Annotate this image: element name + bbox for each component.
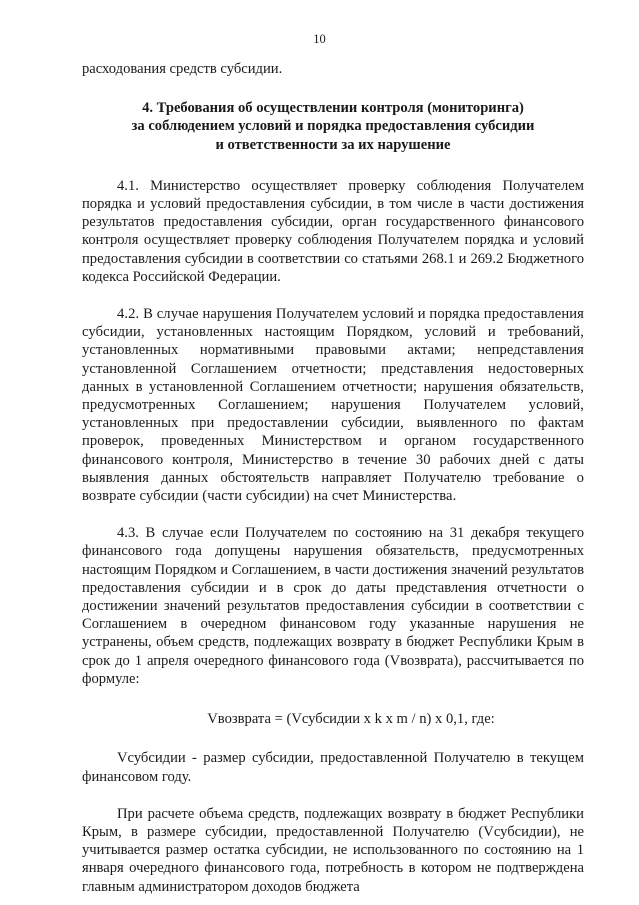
formula: Vвозврата = (Vсубсидии x k x m / n) x 0,1, где: [207, 711, 495, 728]
paragraph-4-2: 4.2. В случае нарушения Получателем условий и порядка предоставления субсидии, установленных настоящим Порядком, условий и требований, установленных нормативными правовыми актами; непредставления установленной Соглашением отчетности; представления недостоверных данных в установленной Соглашением отчетности; нарушения обязательств, предусмотренных Соглашением; нарушения Получателем условий, установленных при предоставлении субсидии, выявленного по фактам проверок, проведенных Министерством и органом государственного финансового контроля, Министерство в течение 30 рабочих дней с даты выявления данных обстоятельств направляет Получателю требование о возврате субсидии (части субсидии) на счет Министерства. [82, 306, 584, 505]
section-heading-line-2: за соблюдением условий и порядка предоставления субсидии [131, 118, 535, 135]
continuation-text: расходования средств субсидии. [82, 61, 283, 77]
paragraph-vsubsidii: Vсубсидии - размер субсидии, предоставленной Получателю в текущем финансовом году. [82, 750, 584, 785]
paragraph-4-3: 4.3. В случае если Получателем по состоянию на 31 декабря текущего финансового года допущены нарушения обязательств, предусмотренных настоящим Порядком и Соглашением, в части достижения значений результатов предоставления субсидии и в срок до даты представления отчетности о достижении значений результатов предоставления субсидии в соответствии с Соглашением в очередном финансовом году указанные нарушения не устранены, объем средств, подлежащих возврату в бюджет Республики Крым в срок до 1 апреля очередного финансового года (Vвозврата), рассчитывается по формуле: [82, 525, 584, 687]
paragraph-4-1: 4.1. Министерство осуществляет проверку соблюдения Получателем порядка и условий предоставления субсидии, в том числе в части достижения результатов предоставления субсидии, орган государственного финансового контроля осуществляет проверку соблюдения Получателем порядка и условий предоставления субсидии в соответствии со статьями 268.1 и 269.2 Бюджетного кодекса Российской Федерации. [82, 177, 584, 285]
section-heading-line-3: и ответственности за их нарушение [215, 136, 451, 153]
section-heading-line-1: 4. Требования об осуществлении контроля (мониторинга) [142, 100, 524, 117]
page-number: 10 [313, 32, 326, 46]
section-heading [82, 99, 584, 154]
document-body [82, 60, 584, 896]
paragraph-calculation: При расчете объема средств, подлежащих возврату в бюджет Республики Крым, в размере субсидии, предоставленной Получателю (Vсубсидии), не учитывается размер остатка субсидии, не использованного по состоянию на 1 января очередного финансового года, потребность в котором не подтверждена главным администратором доходов бюджета [82, 805, 584, 895]
